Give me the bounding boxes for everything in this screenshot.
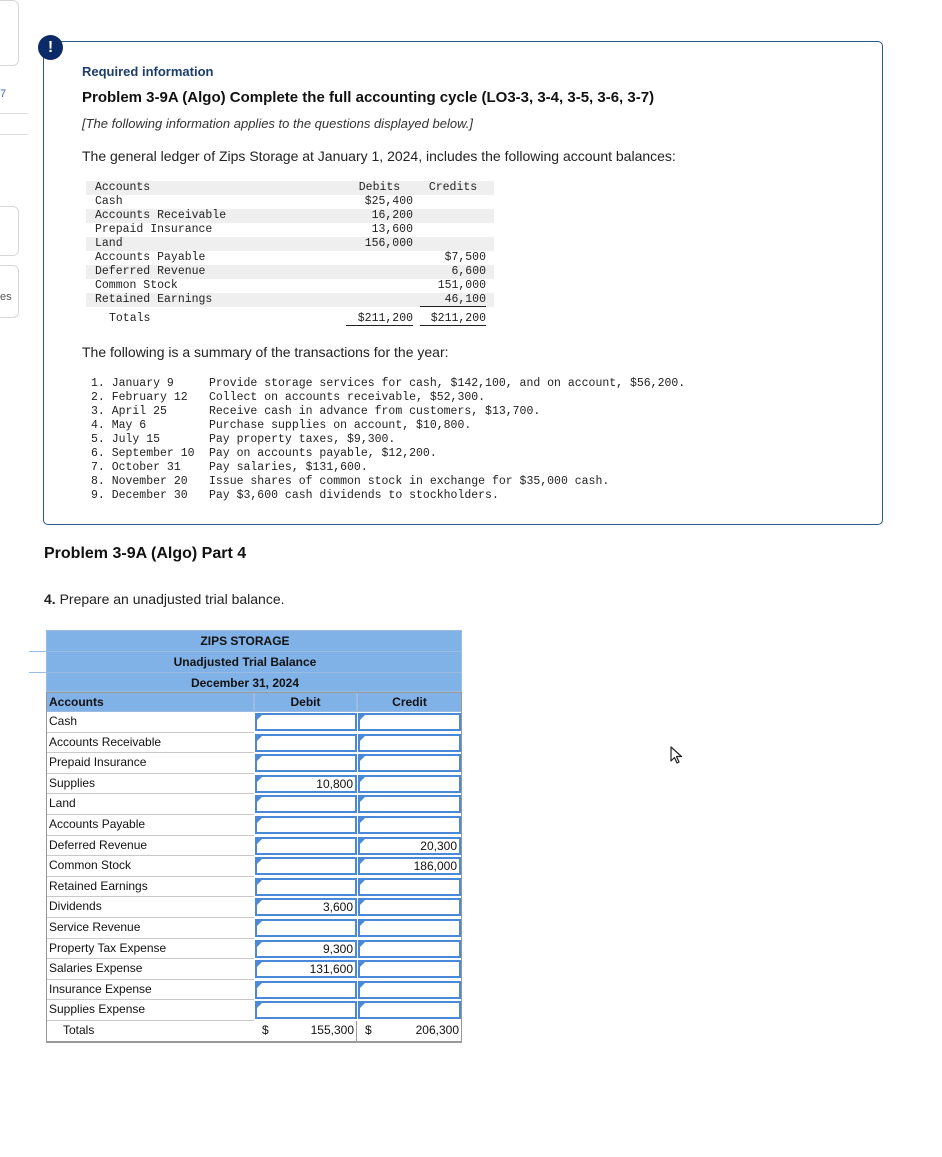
tb-row [46,774,462,795]
tb-debit-input[interactable] [255,754,357,772]
tb-debit-input[interactable] [255,919,357,937]
tb-credit-input[interactable] [358,816,461,834]
tb-total-credit [357,1021,462,1042]
transaction-date: 5. July 15 [91,433,161,446]
transaction-description: Pay salaries, $131,600. [209,461,368,474]
tb-debit-input[interactable] [255,1001,357,1019]
tb-debit-input[interactable] [255,795,357,813]
tb-row [46,918,462,939]
tb-company: ZIPS STORAGE [200,634,290,648]
tb-debit-input[interactable] [255,816,357,834]
transaction-date: 8. November 20 [91,475,188,488]
balances-totals-label: Totals [109,312,151,325]
balances-row [86,223,494,237]
tb-row [46,939,462,960]
tb-totals-label: Totals [46,1021,254,1042]
tb-row [46,877,462,898]
tb-debit-input[interactable]: 131,600 [255,960,357,978]
sidebar-fragment-number: 7 [0,88,7,100]
mouse-cursor-icon [670,746,684,766]
tb-account-name: Prepaid Insurance [46,753,254,774]
tb-debit-input[interactable] [255,734,357,752]
tb-account-name: Supplies [46,774,254,795]
info-note: [The following information applies to the questions displayed below.] [82,116,473,131]
tb-debit-input[interactable] [255,713,357,731]
tb-credit-input[interactable] [358,940,461,958]
tb-row [46,1000,462,1021]
transaction-date: 1. January 9 [91,377,174,390]
tb-row [46,815,462,836]
tb-total-credit-symbol: $ [365,1023,372,1037]
balances-row [86,251,494,265]
tb-credit-input[interactable] [358,898,461,916]
balances-header-credits: Credits [428,181,478,194]
balances-account: Prepaid Insurance [95,223,213,236]
balances-account: Accounts Receivable [95,209,227,222]
tb-credit-input[interactable] [358,795,461,813]
tb-credit-input[interactable] [358,775,461,793]
balances-credit: 6,600 [451,265,486,278]
balances-row [86,237,494,251]
sidebar-divider [0,134,28,135]
problem-title: Problem 3-9A (Algo) Complete the full accounting cycle (LO3-3, 3-4, 3-5, 3-6, 3-7) [82,89,655,106]
balances-account: Accounts Payable [95,251,206,264]
tb-total-debit-amount: 155,300 [310,1023,354,1037]
tb-debit-input[interactable]: 3,600 [255,898,357,916]
tb-account-name: Retained Earnings [46,877,254,898]
balances-row [86,279,494,293]
tb-credit-input[interactable] [358,754,461,772]
tb-debit-input[interactable] [255,981,357,999]
exclamation-icon: ! [38,35,63,60]
transaction-description: Receive cash in advance from customers, $13,700. [209,405,541,418]
tb-credit-input[interactable] [358,713,461,731]
tb-row [46,856,462,877]
balances-account: Common Stock [95,279,178,292]
balances-credit: 151,000 [437,279,486,292]
tb-credit-input[interactable] [358,878,461,896]
balances-header-row [86,181,494,195]
transaction-date: 6. September 10 [91,447,195,460]
transaction-item [91,489,711,503]
balances-totals-debit: $211,200 [346,312,413,326]
transaction-description: Purchase supplies on account, $10,800. [209,419,472,432]
tb-credit-input[interactable]: 20,300 [358,837,461,855]
tb-debit-input[interactable]: 9,300 [255,940,357,958]
tb-account-name: Service Revenue [46,918,254,939]
transaction-date: 3. April 25 [91,405,167,418]
required-information-label: Required information [82,64,214,79]
transaction-item [91,377,711,391]
part-title: Problem 3-9A (Algo) Part 4 [44,545,247,562]
tb-credit-input[interactable] [358,734,461,752]
transaction-item [91,461,711,475]
transaction-description: Issue shares of common stock in exchange for $35,000 cash. [209,475,610,488]
tb-account-name: Supplies Expense [46,1000,254,1021]
balances-account: Cash [95,195,123,208]
transaction-description: Pay on accounts payable, $12,200. [209,447,437,460]
tb-credit-input[interactable]: 186,000 [358,857,461,875]
tb-account-name: Accounts Receivable [46,733,254,754]
transaction-date: 9. December 30 [91,489,188,502]
tb-row [46,836,462,857]
balances-account: Land [95,237,123,250]
transaction-item [91,405,711,419]
tb-credit-input[interactable] [358,960,461,978]
tb-debit-input[interactable] [255,857,357,875]
sidebar-card-top [0,0,19,66]
balances-row [86,265,494,279]
sidebar-divider [0,113,28,114]
tb-account-name: Deferred Revenue [46,836,254,857]
tb-row [46,980,462,1001]
balances-header-debits: Debits [358,181,401,194]
transaction-item [91,433,711,447]
sidebar-fragment-label: es [0,291,12,303]
tb-debit-input[interactable]: 10,800 [255,775,357,793]
tb-account-name: Land [46,794,254,815]
tb-totals-row [46,1021,462,1042]
balances-row [86,209,494,223]
transaction-description: Provide storage services for cash, $142,100, and on account, $56,200. [209,377,686,390]
transaction-description: Pay $3,600 cash dividends to stockholders. [209,489,499,502]
balances-header-accounts: Accounts [95,181,151,194]
transaction-date: 7. October 31 [91,461,181,474]
balances-debit: 16,200 [371,209,413,222]
balances-credit: 46,100 [420,293,486,307]
tb-col-debit: Debit [254,692,357,712]
instruction-number: 4. [44,591,56,607]
ledger-intro: The general ledger of Zips Storage at January 1, 2024, includes the following account balances: [82,148,676,164]
tb-total-credit-amount: 206,300 [415,1023,459,1037]
tb-account-name: Property Tax Expense [46,939,254,960]
balances-debit: 156,000 [364,237,413,250]
balances-totals-row [86,312,494,326]
balances-account: Deferred Revenue [95,265,206,278]
transaction-description: Pay property taxes, $9,300. [209,433,396,446]
tb-row [46,753,462,774]
tb-col-credit: Credit [357,692,462,712]
balances-totals-credit: $211,200 [420,312,486,326]
tb-credit-input[interactable] [358,981,461,999]
balances-debit: $25,400 [364,195,413,208]
tb-row [46,897,462,918]
tb-total-debit [254,1021,357,1042]
tb-title: Unadjusted Trial Balance [29,651,461,669]
tb-account-name: Dividends [46,897,254,918]
tb-row [46,794,462,815]
balances-account: Retained Earnings [95,293,213,306]
balances-debit: 13,600 [371,223,413,236]
tb-account-name: Insurance Expense [46,980,254,1001]
transaction-item [91,419,711,433]
tb-row [46,959,462,980]
transactions-intro: The following is a summary of the transactions for the year: [82,344,449,360]
transaction-date: 4. May 6 [91,419,147,432]
tb-debit-input[interactable] [255,878,357,896]
tb-total-debit-symbol: $ [262,1023,269,1037]
transaction-description: Collect on accounts receivable, $52,300. [209,391,486,404]
sidebar-card-middle[interactable] [0,206,19,256]
tb-account-name: Cash [46,712,254,733]
tb-credit-input[interactable] [358,919,461,937]
tb-debit-input[interactable] [255,837,357,855]
trial-balance-header [46,630,462,692]
transaction-item [91,447,711,461]
tb-col-accounts: Accounts [46,692,254,712]
instruction-text: Prepare an unadjusted trial balance. [55,591,285,607]
transaction-item [91,475,711,489]
tb-row [46,712,462,733]
instruction [44,591,285,607]
tb-account-name: Salaries Expense [46,959,254,980]
tb-credit-input[interactable] [358,1001,461,1019]
tb-account-name: Common Stock [46,856,254,877]
balances-row [86,293,494,307]
tb-account-name: Accounts Payable [46,815,254,836]
transaction-item [91,391,711,405]
balances-credit: $7,500 [444,251,486,264]
tb-row [46,733,462,754]
balances-row [86,195,494,209]
transaction-date: 2. February 12 [91,391,188,404]
tb-date: December 31, 2024 [29,672,461,690]
